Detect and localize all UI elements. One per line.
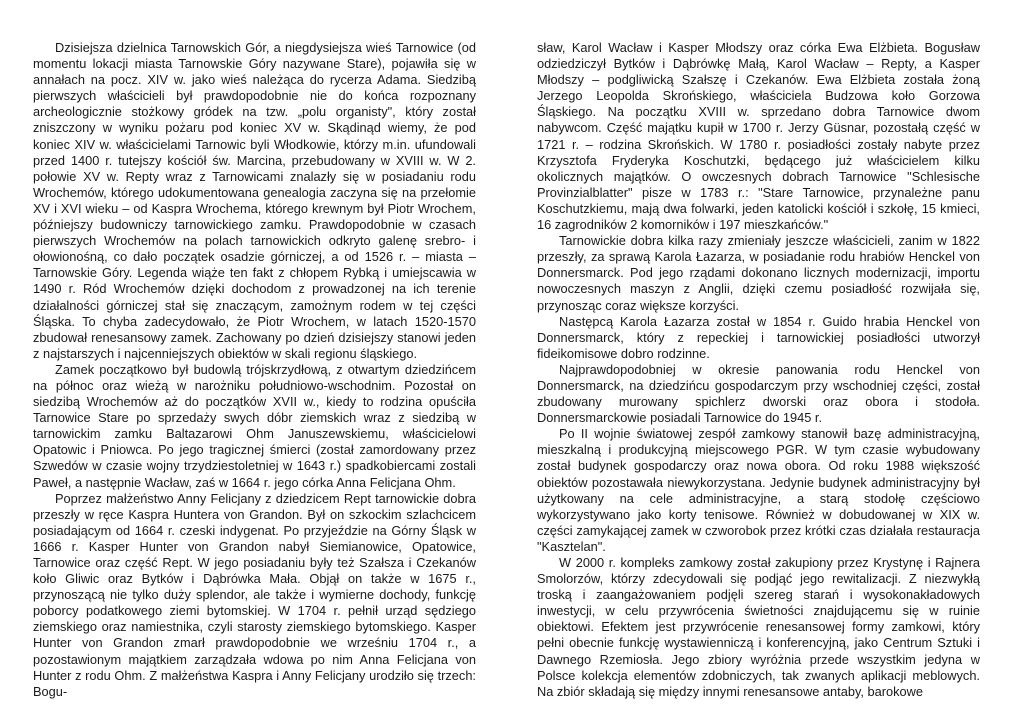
paragraph: Następcą Karola Łazarza został w 1854 r. Guido hrabia Henckel von Donnersmarck, który z repeckiej i tarnowickiej posiadłości utworzył fideikomisowe dobro rodzinne. [537,313,980,361]
paragraph: Tarnowickie dobra kilka razy zmieniały jeszcze właścicieli, zanim w 1822 przeszły, za sprawą Karola Łazarza, w posiadanie rodu hrabiów Henckel von Donnersmarck. Pod jego rządami dokonano licznych modernizacji, importu nowoczesnych maszyn z Anglii, dzięki czemu posiadłość rozwijała się, przynosząc coraz większe korzyści. [537,233,980,313]
continued-paragraph: sław, Karol Wacław i Kasper Młodszy oraz córka Ewa Elżbieta. Bogusław odziedziczył Bytków i Dąbrówkę Małą, Karol Wacław – Repty, a Kasper Młodszy – podgliwicką Szałszę i Czekanów. Ewa Elżbieta została żoną Jerzego Leopolda Skrońskiego, właściciela Budzowa koło Gorzowa Śląskiego. Na początku XVIII w. sprzedano dobra Tarnowice dwom nabywcom. Część majątku kupił w 1700 r. Jerzy Güsnar, pozostałą część w 1721 r. – rodzina Skrońskich. W 1780 r. posiadłości zostały nabyte przez Krzysztofa Fryderyka Koschutzki, będącego już właścicielem kilku okolicznych majątków. O owczesnych dobrach Tarnowice "Schlesische Provinzialblatter" pisze w 1783 r.: "Stare Tarnowice, przynależne panu Koschutzkiemu, mają dwa folwarki, jeden katolicki kościół i szkołę, 15 kmieci, 16 zagrodników 2 komorników i 197 mieszkańców." [537,40,980,233]
paragraph: Najprawdopodobniej w okresie panowania rodu Henckel von Donnersmarck, na dziedzińcu gospodarczym przy wschodniej części, został zbudowany murowany spichlerz dworski oraz obora i stodoła. Donnersmarckowie posiadali Tarnowice do 1945 r. [537,361,980,426]
paragraph: Po II wojnie światowej zespół zamkowy stanowił bazę administracyjną, mieszkalną i produkcyjną miejscowego PGR. W tym czasie wybudowany został budynek gospodarczy oraz nowa obora. Od roku 1988 większość obiektów pozostawała niewykorzystana. Jedynie budynek administracyjny był użytkowany na cele administracyjne, a starą stodołę częściowo wykorzystywano jako korty tenisowe. Również w dobudowanej w XIX w. części zamykającej zamek w czworobok przez krótki czas działała restauracja "Kasztelan". [537,426,980,554]
paragraph: W 2000 r. kompleks zamkowy został zakupiony przez Krystynę i Rajnera Smolorzów, którzy zdecydowali się podjąć jego rewitalizacji. Z niezwykłą troską i zaangażowaniem podjęli szereg starań i wysokonakładowych inwestycji, w celu przywrócenia świetności znajdującemu się w ruinie obiektowi. Efektem jest przywrócenie renesansowej formy zamkowi, który pełni obecnie funkcję wystawienniczą i konferencyjną, jako Centrum Sztuki i Dawnego Rzemiosła. Jego zbiory wyróżnia przede wszystkim jedyna w Polsce kolekcja elementów zdobniczych, tak zwanych aplikacji meblowych. Na zbiór składają się między innymi renesansowe antaby, barokowe [537,555,980,699]
paragraph: Poprzez małżeństwo Anny Felicjany z dziedzicem Rept tarnowickie dobra przeszły w ręce Kaspra Huntera von Grandon. Był on szkockim szlachcicem posiadającym od 1664 r. czeski indygenat. Po przyjeździe na Górny Śląsk w 1666 r. Kasper Hunter von Grandon nabył Siemianowice, Opatowice, Tarnowice oraz część Rept. W jego posiadaniu były też Szałsza i Czekanów koło Gliwic oraz Bytków i Dąbrówka Mała. Objął on także w 1675 r., przynoszącą nie tylko duży splendor, ale także i wymierne dochody, funkcję poborcy podatkowego ziemi bytomskiej. W 1704 r. pełnił urząd sędziego ziemskiego oraz namiestnika, czyli starosty ziemskiego bytomskiego. Kasper Hunter von Grandon zmarł prawdopodobnie we wrześniu 1704 r., a pozostawionym majątkiem zarządzała wdowa po nim Anna Felicjana von Hunter z rodu Ohm. Z małżeństwa Kaspra i Anny Felicjany urodziło się trzech: Bogu- [33,490,476,699]
paragraph: Zamek początkowo był budowlą trójskrzydłową, z otwartym dziedzińcem na północ oraz wieżą w narożniku południowo-wschodnim. Pozostał on siedzibą Wrochemów aż do początków XVII w., kiedy to rodzina opuściła Tarnowice Stare po sprzedaży swych dóbr ziemskich wraz z siedzibą w tarnowickim zamku Baltazarowi Ohm Januszewskiemu, właścicielowi Opatowic i Pniowca. Po jego tragicznej śmierci (został zamordowany przez Szwedów w czasie wojny trzydziestoletniej w 1643 r.) spadkobiercami zostali Paweł, a następnie Wacław, zaś w 1664 r. jego córka Anna Felicjana Ohm. [33,361,476,490]
right-page-column [537,40,980,700]
left-page-column [33,40,476,700]
paragraph: Dzisiejsza dzielnica Tarnowskich Gór, a niegdysiejsza wieś Tarnowice (od momentu lokacji miasta Tarnowskie Góry nazywane Stare), pojawiła się w annałach na pocz. XIV w. jako wieś należąca do rycerza Adama. Siedzibą pierwszych właścicieli był prawdopodobnie nie do końca rozpoznany archeologicznie stożkowy gródek na tzw. „polu organisty", który został zniszczony w wyniku pożaru pod koniec XV w. Skądinąd wiemy, że pod koniec XIV w. właścicielami Tarnowic byli Włodkowie, którzy m.in. ufundowali przed 1400 r. tutejszy kościół św. Marcina, przebudowany w XVIII w. W 2. połowie XV w. Repty wraz z Tarnowicami znalazły się w posiadaniu rodu Wrochemów, którego udokumentowana genealogia zaczyna się na przełomie XV i XVI wieku – od Kaspra Wrochema, którego krewnym był Piotr Wrochem, późniejszy budowniczy tarnowickiego zamku. Prawdopodobnie w czasach pierwszych Wrochemów na polach tarnowickich odkryto galenę srebro- i ołowionośną, co dało początek osadzie górniczej, a od 1526 r. – miasta – Tarnowskie Góry. Legenda wiąże ten fakt z chłopem Rybką i umiejscawia w 1490 r. Ród Wrochemów dzięki dochodom z prowadzonej na ich terenie działalności górniczej stał się znaczącym, zamożnym rodem w tej części Śląska. To chyba zadecydowało, że Piotr Wrochem, w latach 1520-1570 zbudował renesansowy zamek. Zachowany po dzień dzisiejszy stanowi jeden z najstarszych i najcenniejszych obiektów w skali regionu śląskiego. [33,40,476,361]
